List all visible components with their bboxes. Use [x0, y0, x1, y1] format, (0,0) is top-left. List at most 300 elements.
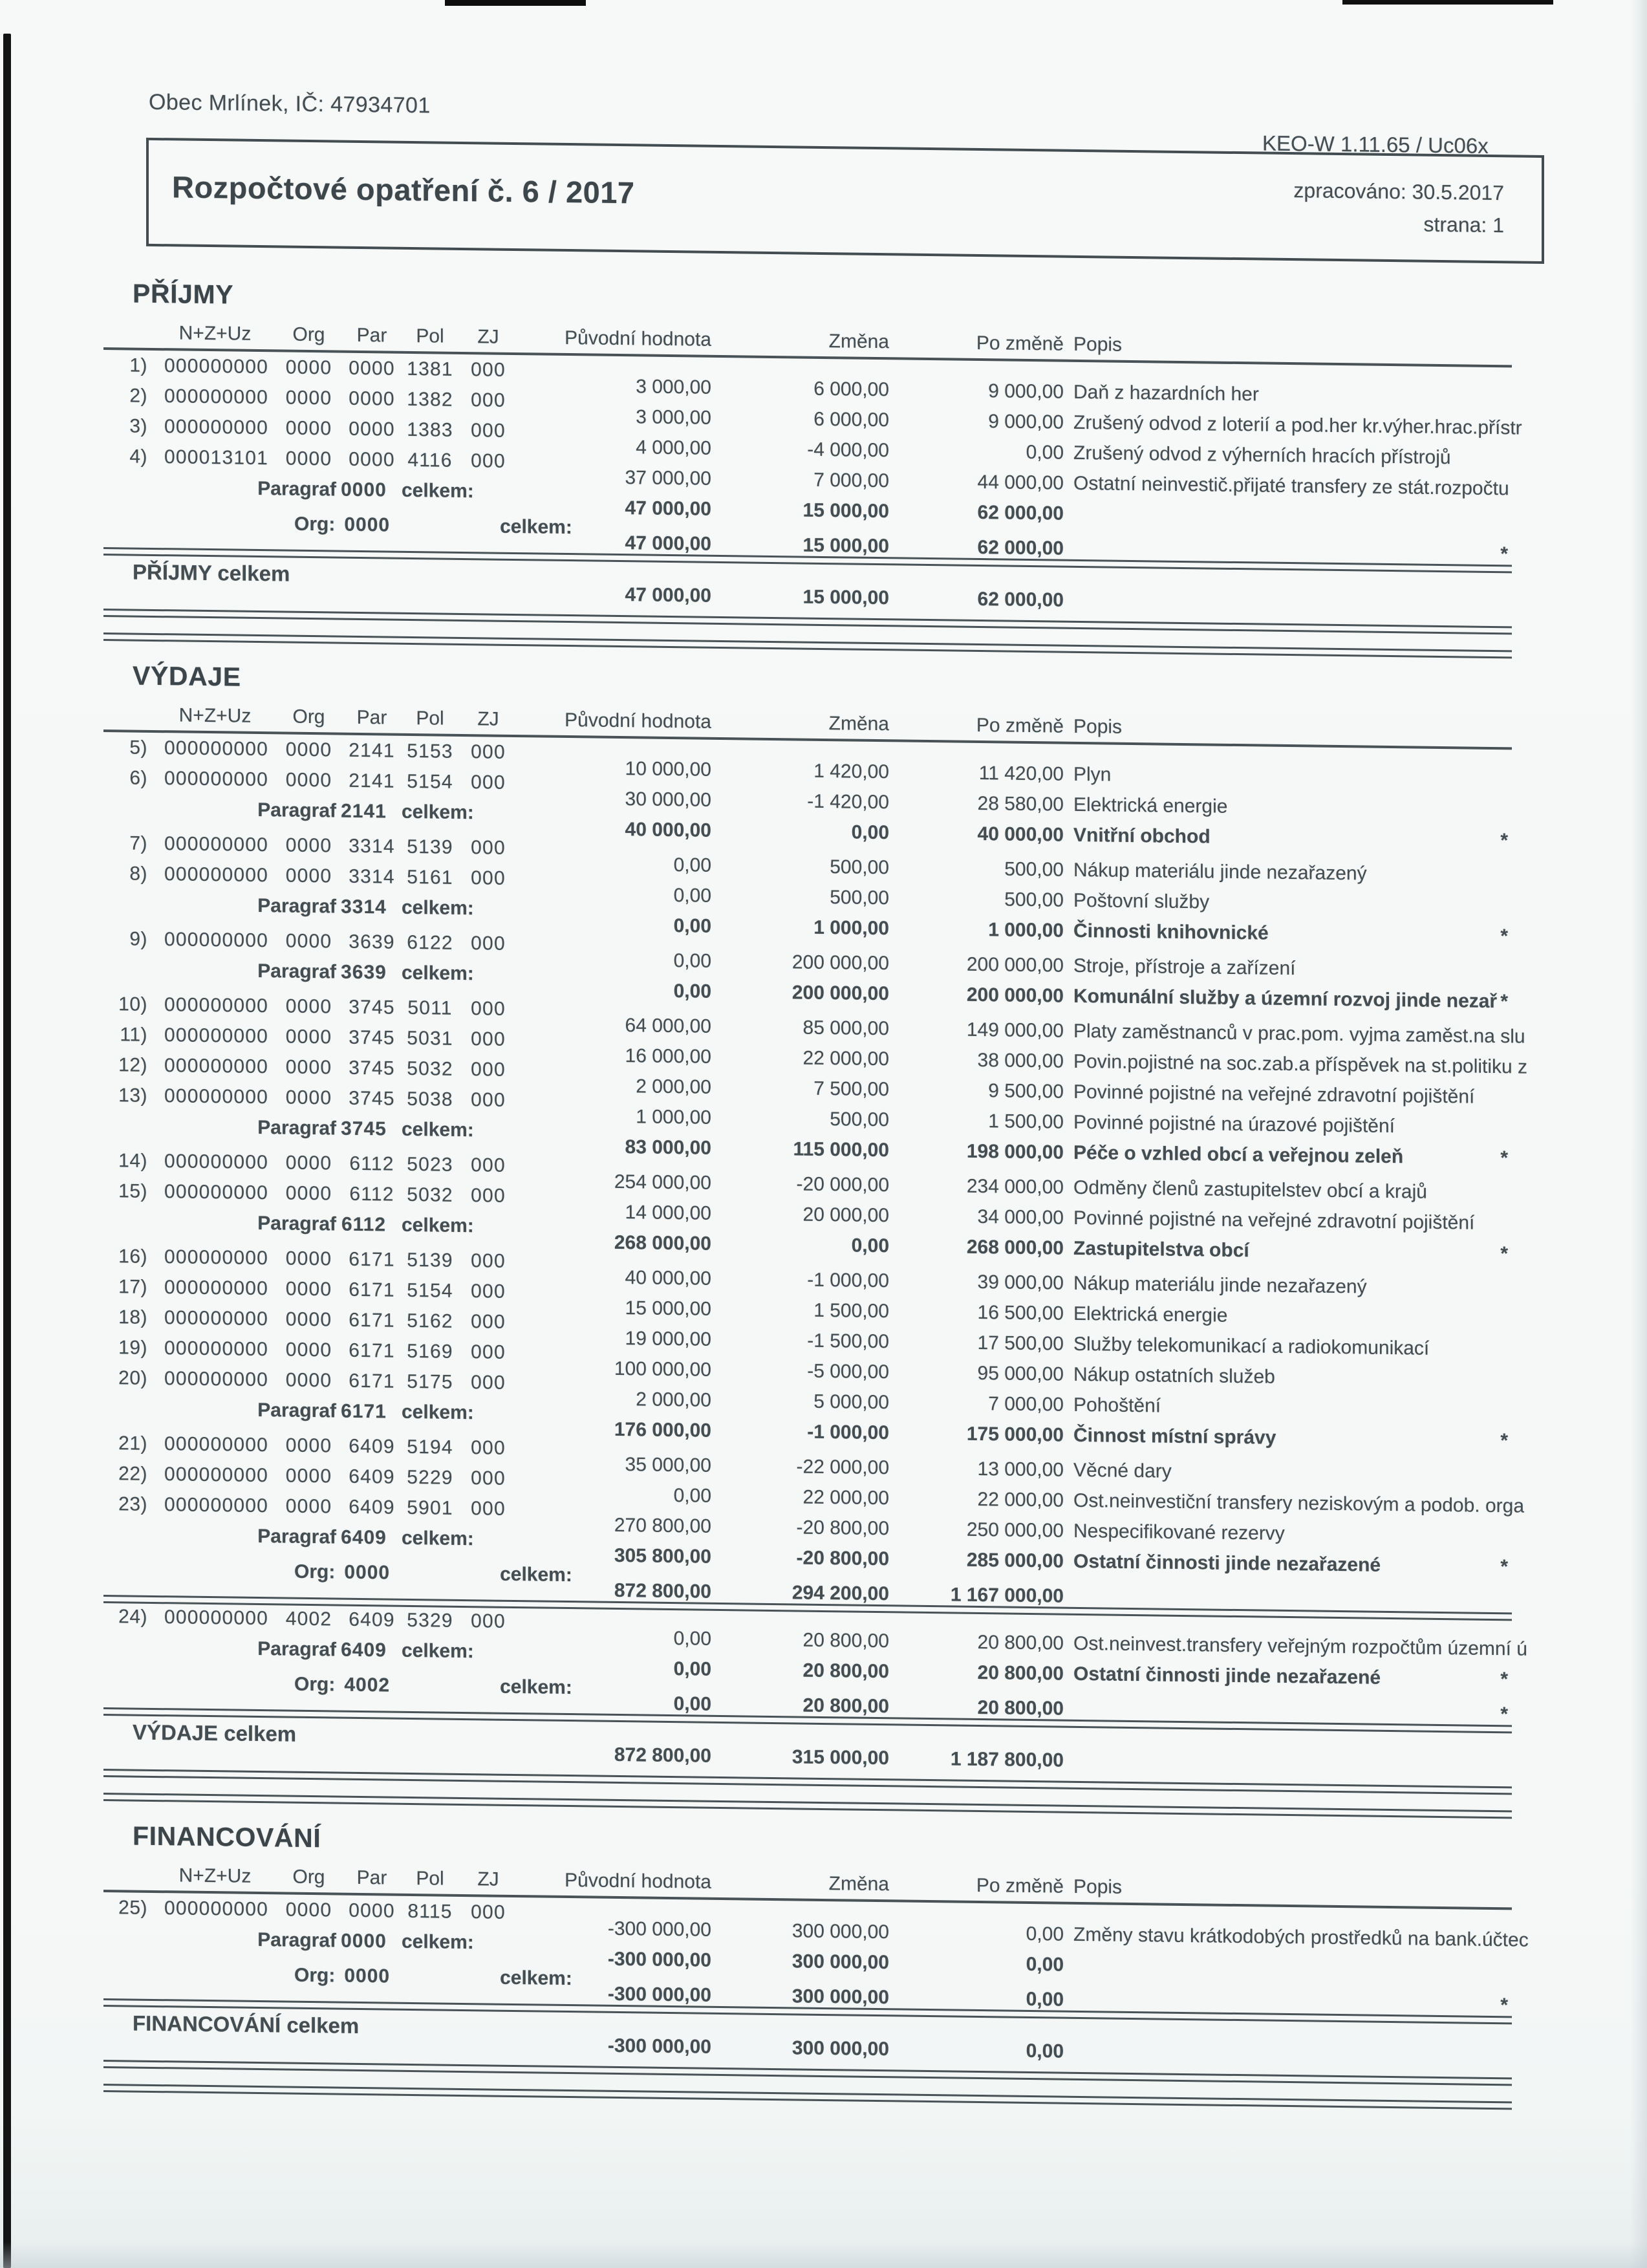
value-po-zmene: 62 000,00	[977, 536, 1064, 559]
code-par: 6112	[349, 1183, 394, 1205]
value-zmena: 1 500,00	[813, 1299, 889, 1323]
value-puvodni-hodnota: 0,00	[673, 885, 711, 907]
value-po-zmene: 200 000,00	[966, 953, 1064, 977]
code-pol: 5175	[407, 1370, 453, 1393]
column-label-pol: Pol	[416, 1868, 444, 1890]
value-puvodni-hodnota: 3 000,00	[636, 376, 711, 398]
row-number: 9)	[129, 928, 147, 950]
value-puvodni-hodnota: 2 000,00	[636, 1075, 711, 1098]
value-po-zmene: 149 000,00	[966, 1019, 1064, 1042]
column-label-pol: Pol	[416, 707, 444, 729]
value-zmena: -1 420,00	[807, 790, 889, 814]
page-title: Rozpočtové opatření č. 6 / 2017	[172, 169, 635, 210]
value-puvodni-hodnota: 30 000,00	[625, 788, 711, 811]
value-puvodni-hodnota: 47 000,00	[625, 532, 711, 555]
value-puvodni-hodnota: 83 000,00	[625, 1136, 711, 1159]
asterisk-mark: *	[1500, 1703, 1508, 1725]
value-puvodni-hodnota: 0,00	[673, 950, 711, 972]
value-puvodni-hodnota: 2 000,00	[636, 1388, 711, 1411]
code-zj: 000	[471, 837, 506, 859]
row-number: 8)	[129, 863, 147, 885]
code-pol: 4116	[407, 449, 453, 471]
column-label-popis: Popis	[1073, 333, 1123, 356]
paragraf-code: 0000	[341, 479, 387, 501]
code-par: 3314	[349, 865, 395, 888]
value-puvodni-hodnota: 0,00	[673, 854, 711, 876]
value-zmena: 20 800,00	[802, 1694, 889, 1718]
column-label-zmena: Změna	[828, 330, 889, 353]
title-box	[146, 138, 1544, 264]
code-nzuz: 000000000	[164, 1433, 268, 1456]
value-po-zmene: 62 000,00	[977, 501, 1064, 524]
value-zmena: 15 000,00	[802, 534, 889, 557]
column-label-zmena: Změna	[828, 1873, 889, 1895]
value-po-zmene: 34 000,00	[977, 1205, 1064, 1229]
column-label-nzuz: N+Z+Uz	[178, 704, 252, 727]
org-label: Org:	[294, 513, 336, 535]
paragraf-code: 0000	[341, 1930, 387, 1952]
popis-text: Daň z hazardních her	[1073, 381, 1259, 405]
code-nzuz: 000000000	[164, 1277, 268, 1300]
org-code: 0000	[344, 513, 391, 536]
row-number: 23)	[118, 1493, 147, 1515]
paragraf-label: Paragraf	[257, 960, 336, 983]
value-puvodni-hodnota: 47 000,00	[625, 584, 711, 607]
code-zj: 000	[471, 1311, 506, 1333]
row-number: 1)	[129, 354, 147, 376]
code-pol: 5169	[407, 1340, 453, 1363]
value-zmena: 200 000,00	[791, 951, 889, 975]
code-nzuz: 000000000	[164, 994, 268, 1017]
code-nzuz: 000000000	[164, 1337, 268, 1361]
code-par: 0000	[349, 1899, 395, 1922]
value-zmena: 6 000,00	[813, 378, 889, 401]
code-zj: 000	[471, 1498, 506, 1520]
org-code: 0000	[344, 1561, 391, 1584]
asterisk-mark: *	[1500, 1994, 1508, 2016]
paragraf-label: Paragraf	[257, 799, 336, 822]
popis-text: Elektrická energie	[1073, 794, 1228, 817]
value-puvodni-hodnota: 176 000,00	[614, 1418, 711, 1442]
value-puvodni-hodnota: 35 000,00	[625, 1454, 711, 1476]
value-zmena: 20 000,00	[802, 1204, 889, 1227]
value-po-zmene: 20 800,00	[977, 1696, 1064, 1720]
row-number: 20)	[118, 1367, 147, 1389]
value-puvodni-hodnota: 305 800,00	[614, 1544, 711, 1568]
column-label-par: Par	[356, 324, 387, 347]
value-po-zmene: 9 500,00	[988, 1080, 1064, 1103]
value-puvodni-hodnota: 254 000,00	[614, 1171, 711, 1194]
code-nzuz: 000000000	[164, 1606, 268, 1630]
value-zmena: -4 000,00	[807, 438, 889, 462]
popis-text: Ost.neinvestiční transfery neziskovým a podob. orga	[1073, 1489, 1525, 1517]
code-org: 0000	[285, 995, 332, 1018]
asterisk-mark: *	[1500, 1430, 1508, 1452]
code-zj: 000	[471, 867, 506, 889]
asterisk-mark: *	[1500, 991, 1508, 1013]
value-zmena: -20 000,00	[796, 1173, 889, 1196]
paragraf-label: Paragraf	[257, 1212, 336, 1235]
celkem-label: celkem:	[402, 801, 474, 824]
code-pol: 1381	[407, 358, 453, 380]
code-par: 3745	[349, 1026, 395, 1049]
code-org: 0000	[285, 1369, 332, 1392]
column-header-row	[103, 704, 1512, 743]
code-org: 0000	[285, 417, 332, 440]
value-po-zmene: 7 000,00	[988, 1393, 1064, 1416]
code-org: 0000	[285, 1465, 332, 1487]
popis-text: Elektrická energie	[1073, 1302, 1228, 1326]
value-zmena: 22 000,00	[802, 1047, 889, 1070]
code-zj: 000	[471, 1154, 506, 1176]
code-pol: 5011	[407, 997, 453, 1019]
row-number: 3)	[129, 415, 147, 437]
code-par: 3745	[349, 1087, 395, 1110]
popis-text: Povin.pojistné na soc.zab.a příspěvek na st.politiku z	[1073, 1050, 1528, 1078]
value-po-zmene: 285 000,00	[966, 1549, 1064, 1572]
value-puvodni-hodnota: 64 000,00	[625, 1015, 711, 1037]
code-zj: 000	[471, 420, 506, 442]
code-zj: 000	[471, 772, 506, 794]
row-number: 14)	[118, 1150, 147, 1172]
row-number: 16)	[118, 1246, 147, 1268]
code-nzuz: 000000000	[164, 863, 268, 887]
code-org: 0000	[285, 1339, 332, 1361]
code-par: 6112	[349, 1152, 394, 1175]
celkem-label: celkem:	[402, 1930, 474, 1954]
code-zj: 000	[471, 1059, 506, 1081]
value-puvodni-hodnota: -300 000,00	[607, 1948, 711, 1971]
column-label-po: Po změně	[976, 1874, 1064, 1897]
section-total-label: FINANCOVÁNÍ celkem	[133, 2011, 360, 2038]
code-nzuz: 000000000	[164, 1150, 268, 1174]
code-org: 0000	[285, 1308, 332, 1331]
value-zmena: 6 000,00	[813, 408, 889, 431]
paragraf-code: 6112	[341, 1213, 387, 1236]
code-pol: 5139	[407, 836, 453, 858]
popis-text: Nákup materiálu jinde nezařazený	[1073, 1272, 1367, 1298]
code-org: 0000	[285, 1026, 332, 1048]
value-zmena: 1 420,00	[813, 760, 889, 783]
code-par: 3314	[349, 835, 395, 858]
column-label-nzuz: N+Z+Uz	[178, 1864, 252, 1887]
page-number: strana: 1	[1423, 212, 1504, 237]
code-pol: 5032	[407, 1183, 453, 1206]
value-zmena: 1 000,00	[813, 916, 889, 940]
code-pol: 5031	[407, 1027, 453, 1050]
value-po-zmene: 500,00	[1004, 858, 1064, 881]
org-label: Org:	[294, 1964, 336, 1987]
section-total-label: VÝDAJE celkem	[133, 1720, 297, 1746]
column-label-zmena: Změna	[828, 713, 889, 735]
code-zj: 000	[471, 1467, 506, 1489]
value-zmena: 500,00	[830, 1108, 889, 1131]
scan-artifact-left-strip	[3, 34, 11, 2268]
code-nzuz: 000000000	[164, 1307, 268, 1330]
code-pol: 5153	[407, 740, 453, 762]
popis-text: Činnost místní správy	[1073, 1424, 1276, 1449]
value-zmena: -1 500,00	[807, 1330, 889, 1353]
row-number: 19)	[118, 1337, 147, 1359]
column-label-popis: Popis	[1073, 1875, 1123, 1898]
celkem-label: celkem:	[402, 1401, 474, 1424]
code-nzuz: 000000000	[164, 1181, 268, 1204]
row-number: 12)	[118, 1054, 147, 1076]
value-puvodni-hodnota: 10 000,00	[625, 758, 711, 781]
column-header-row	[103, 1864, 1512, 1903]
scan-edge-right	[1630, 0, 1647, 2268]
code-org: 0000	[285, 739, 332, 761]
system-version-line: KEO-W 1.11.65 / Uc06x	[1262, 131, 1489, 158]
value-puvodni-hodnota: 0,00	[673, 1658, 711, 1680]
processed-date: zpracováno: 30.5.2017	[1293, 178, 1504, 205]
row-number: 17)	[118, 1276, 147, 1298]
code-nzuz: 000000000	[164, 1897, 268, 1921]
row-star	[1478, 1756, 1512, 1777]
value-zmena: 500,00	[830, 856, 889, 879]
code-nzuz: 000000000	[164, 768, 268, 791]
value-po-zmene: 9 000,00	[988, 380, 1064, 403]
code-pol: 5139	[407, 1249, 453, 1271]
celkem-label: celkem:	[500, 1563, 572, 1586]
code-zj: 000	[471, 450, 506, 472]
code-nzuz: 000000000	[164, 833, 268, 856]
code-nzuz: 000000000	[164, 1246, 268, 1269]
value-puvodni-hodnota: 40 000,00	[625, 1267, 711, 1290]
code-nzuz: 000000000	[164, 737, 268, 761]
value-zmena: -1 000,00	[807, 1421, 889, 1444]
value-po-zmene: 175 000,00	[966, 1423, 1064, 1446]
asterisk-mark: *	[1500, 830, 1508, 852]
code-org: 0000	[285, 356, 332, 379]
value-po-zmene: 17 500,00	[977, 1332, 1064, 1355]
asterisk-mark	[1478, 1592, 1512, 1613]
asterisk-mark	[1478, 1960, 1512, 1982]
popis-text: Ostatní činnosti jinde nezařazené	[1073, 1550, 1381, 1576]
code-par: 6409	[349, 1465, 395, 1488]
code-pol: 5023	[407, 1153, 453, 1176]
popis-text: Povinné pojistné na veřejné zdravotní pojištění	[1073, 1207, 1475, 1234]
code-par: 3639	[349, 931, 395, 953]
value-puvodni-hodnota: 15 000,00	[625, 1297, 711, 1320]
code-org: 0000	[285, 1278, 332, 1301]
code-zj: 000	[471, 359, 506, 381]
code-zj: 000	[471, 1372, 506, 1394]
asterisk-mark: *	[1500, 543, 1508, 565]
celkem-label: celkem:	[500, 1676, 572, 1699]
header-meta	[1293, 174, 1504, 241]
value-po-zmene: 40 000,00	[977, 823, 1064, 846]
celkem-label: celkem:	[402, 479, 474, 502]
code-pol: 5194	[407, 1436, 453, 1458]
section-heading: PŘÍJMY	[133, 278, 234, 310]
code-org: 0000	[285, 1152, 332, 1174]
popis-text: Zastupitelstva obcí	[1073, 1237, 1249, 1262]
asterisk-mark: *	[1500, 1556, 1508, 1578]
section-heading: FINANCOVÁNÍ	[133, 1820, 321, 1853]
value-po-zmene: 20 800,00	[977, 1661, 1064, 1685]
value-po-zmene: 1 000,00	[988, 919, 1064, 942]
code-nzuz: 000000000	[164, 1024, 268, 1048]
column-header-row	[103, 321, 1512, 361]
asterisk-mark: *	[1500, 1669, 1508, 1690]
value-zmena: 15 000,00	[802, 499, 889, 523]
code-zj: 000	[471, 1610, 506, 1632]
paragraf-code: 3745	[341, 1118, 387, 1140]
paragraf-label: Paragraf	[257, 477, 336, 501]
asterisk-mark: *	[1500, 925, 1508, 947]
row-number: 7)	[129, 832, 147, 854]
value-po-zmene: 44 000,00	[977, 471, 1064, 494]
value-zmena: 20 800,00	[802, 1629, 889, 1652]
value-po-zmene: 200 000,00	[966, 984, 1064, 1007]
column-label-puvodni: Původní hodnota	[565, 709, 711, 733]
value-puvodni-hodnota: 40 000,00	[625, 819, 711, 841]
code-par: 6409	[349, 1435, 395, 1458]
paragraf-code: 6171	[341, 1400, 387, 1423]
code-pol: 5162	[407, 1310, 453, 1332]
popis-text: Povinné pojistné na úrazové pojištění	[1073, 1111, 1395, 1138]
value-zmena: 315 000,00	[791, 1746, 889, 1769]
value-puvodni-hodnota: 270 800,00	[614, 1514, 711, 1537]
section-total-label: PŘÍJMY celkem	[133, 559, 290, 586]
code-zj: 000	[471, 998, 506, 1020]
code-org: 0000	[285, 1056, 332, 1079]
paragraf-code: 2141	[341, 800, 387, 823]
column-spacer	[103, 1864, 155, 1886]
code-zj: 000	[471, 1028, 506, 1050]
value-po-zmene: 13 000,00	[977, 1458, 1064, 1481]
value-puvodni-hodnota: -300 000,00	[607, 2035, 711, 2058]
value-po-zmene: 234 000,00	[966, 1175, 1064, 1198]
code-pol: 5154	[407, 770, 453, 793]
row-number: 5)	[129, 737, 147, 759]
code-par: 6409	[349, 1496, 395, 1518]
row-number: 25)	[118, 1897, 147, 1919]
value-zmena: 300 000,00	[791, 1985, 889, 2009]
code-nzuz: 000000000	[164, 929, 268, 952]
value-puvodni-hodnota: 16 000,00	[625, 1045, 711, 1068]
code-par: 0000	[349, 418, 395, 440]
code-par: 6409	[349, 1608, 395, 1631]
value-po-zmene: 0,00	[1026, 1923, 1064, 1945]
code-zj: 000	[471, 1250, 506, 1272]
code-pol: 6122	[407, 931, 453, 954]
popis-text: Komunální služby a územní rozvoj jinde nezař	[1073, 985, 1498, 1013]
popis-text: Nespecifikované rezervy	[1073, 1520, 1285, 1544]
celkem-label: celkem:	[500, 1967, 572, 1990]
value-zmena: 20 800,00	[802, 1659, 889, 1683]
paragraf-label: Paragraf	[257, 1116, 336, 1139]
code-nzuz: 000000000	[164, 1368, 268, 1391]
value-po-zmene: 250 000,00	[966, 1518, 1064, 1542]
table-area	[103, 278, 1529, 2113]
value-zmena: 294 200,00	[791, 1582, 889, 1605]
value-zmena: -20 800,00	[796, 1517, 889, 1540]
paragraf-label: Paragraf	[257, 894, 336, 918]
column-label-zj: ZJ	[477, 708, 499, 730]
popis-text: Poštovní služby	[1073, 889, 1210, 913]
value-zmena: -5 000,00	[807, 1360, 889, 1383]
column-label-org: Org	[292, 323, 325, 346]
value-puvodni-hodnota: 4 000,00	[636, 437, 711, 459]
value-zmena: 5 000,00	[813, 1390, 889, 1414]
paragraf-code: 6409	[341, 1639, 387, 1661]
row-number: 11)	[120, 1024, 147, 1046]
column-label-zj: ZJ	[477, 1868, 499, 1890]
celkem-label: celkem:	[500, 515, 572, 539]
code-pol: 5329	[407, 1609, 453, 1632]
value-zmena: -20 800,00	[796, 1547, 889, 1570]
popis-text: Nákup materiálu jinde nezařazený	[1073, 859, 1367, 885]
celkem-label: celkem:	[402, 1214, 474, 1237]
popis-text: Věcné dary	[1073, 1459, 1172, 1482]
value-zmena: 0,00	[851, 1235, 889, 1257]
row-star	[1478, 2047, 1512, 2068]
code-nzuz: 000013101	[164, 446, 268, 470]
value-puvodni-hodnota: 0,00	[673, 980, 711, 1002]
code-org: 0000	[285, 1434, 332, 1457]
scan-edge-bottom	[0, 2242, 1647, 2268]
code-par: 2141	[349, 770, 395, 792]
code-par: 2141	[349, 739, 395, 762]
code-zj: 000	[471, 389, 506, 411]
paragraf-code: 3314	[341, 896, 387, 918]
value-po-zmene: 268 000,00	[966, 1236, 1064, 1259]
value-puvodni-hodnota: 47 000,00	[625, 497, 711, 520]
column-label-popis: Popis	[1073, 715, 1123, 738]
value-puvodni-hodnota: 100 000,00	[614, 1357, 711, 1381]
value-puvodni-hodnota: 37 000,00	[625, 467, 711, 490]
code-org: 0000	[285, 448, 332, 470]
document	[103, 0, 1529, 2152]
code-nzuz: 000000000	[164, 416, 268, 439]
asterisk-mark	[1478, 509, 1512, 530]
code-org: 0000	[285, 1086, 332, 1109]
row-number: 18)	[118, 1306, 147, 1328]
code-zj: 000	[471, 1280, 506, 1302]
section-heading: VÝDAJE	[133, 660, 241, 692]
code-pol: 8115	[407, 1900, 453, 1923]
value-po-zmene: 1 187 800,00	[950, 1748, 1064, 1771]
column-label-po: Po změně	[976, 714, 1064, 737]
value-zmena: 0,00	[851, 821, 889, 844]
code-nzuz: 000000000	[164, 1463, 268, 1487]
popis-text: Služby telekomunikací a radiokomunikací	[1073, 1333, 1430, 1359]
code-par: 6171	[349, 1248, 395, 1271]
code-pol: 5901	[407, 1496, 453, 1519]
value-po-zmene: 39 000,00	[977, 1271, 1064, 1294]
popis-text: Činnosti knihovnické	[1073, 920, 1269, 944]
value-po-zmene: 0,00	[1026, 1988, 1064, 2011]
popis-text	[1064, 2042, 1478, 2068]
popis-text: Odměny členů zastupitelstev obcí a krajů	[1073, 1176, 1427, 1203]
value-zmena: 300 000,00	[791, 1920, 889, 1943]
code-nzuz: 000000000	[164, 385, 268, 409]
code-org: 0000	[285, 1495, 332, 1518]
paragraf-code: 3639	[341, 961, 387, 984]
value-puvodni-hodnota: 19 000,00	[625, 1328, 711, 1350]
value-po-zmene: 198 000,00	[966, 1140, 1064, 1163]
popis-text: Ost.neinvest.transfery veřejným rozpočtům územní ú	[1073, 1632, 1527, 1660]
value-zmena: 300 000,00	[791, 2037, 889, 2060]
value-po-zmene: 500,00	[1004, 889, 1064, 911]
celkem-label: celkem:	[402, 962, 474, 985]
code-pol: 5161	[407, 866, 453, 889]
value-puvodni-hodnota: 0,00	[673, 1628, 711, 1650]
column-label-org: Org	[292, 706, 325, 728]
code-org: 0000	[285, 1899, 332, 1921]
